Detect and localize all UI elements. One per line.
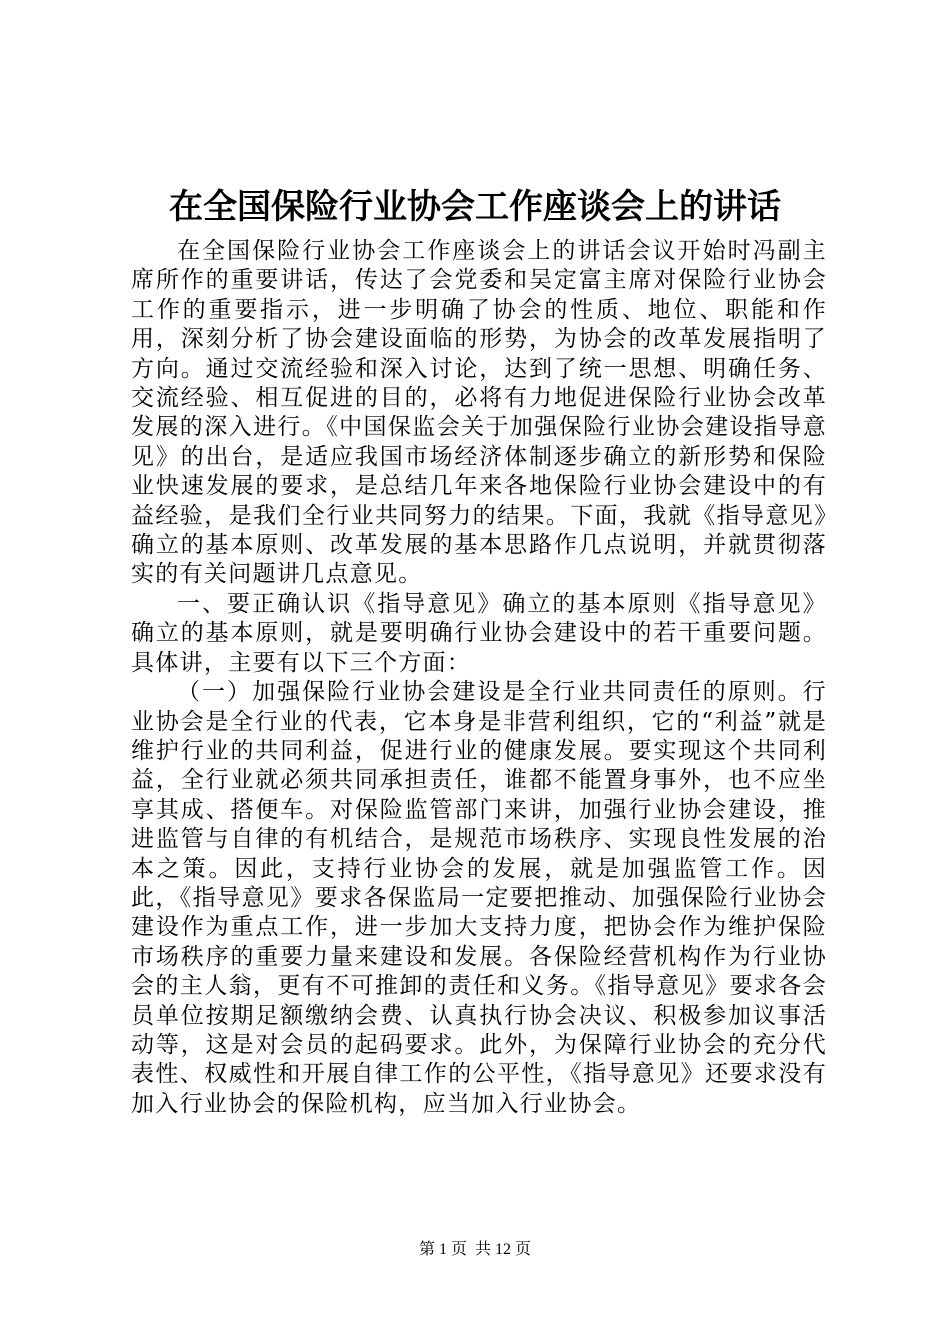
page-number: 第 1 页 共 12 页 bbox=[418, 1241, 531, 1258]
paragraph-subsection-one: （一）加强保险行业协会建设是全行业共同责任的原则。行业协会是全行业的代表，它本身是非营利组织，它的“利益”就是维护行业的共同利益，促进行业的健康发展。要实现这个共同利益，全行业就必须共同承担责任，谁都不能置身事外，也不应坐享其成、搭便车。对保险监管部门来讲，加强行业协会建设，推进监管与自律的有机结合，是规范市场秩序、实现良性发展的治本之策。因此，支持行业协会的发展，就是加强监管工作。因此，《指导意见》要求各保监局一定要把推动、加强保险行业协会建设作为重点工作，进一步加大支持力度，把协会作为维护保险市场秩序的重要力量来建设和发展。各保险经营机构作为行业协会的主人翁，更有不可推卸的责任和义务。《指导意见》要求各会员单位按期足额缴纳会费、认真执行协会决议、积极参加议事活动等，这是对会员的起码要求。此外，为保障行业协会的充分代表性、权威性和开展自律工作的公平性，《指导意见》还要求没有加入行业协会的保险机构，应当加入行业协会。 bbox=[131, 679, 827, 1117]
paragraph-section-one: 一、要正确认识《指导意见》确立的基本原则《指导意见》确立的基本原则，就是要明确行业协会建设中的若干重要问题。具体讲，主要有以下三个方面： bbox=[131, 590, 827, 676]
document-title: 在全国保险行业协会工作座谈会上的讲话 bbox=[169, 187, 781, 227]
document-body bbox=[131, 237, 827, 1119]
page-footer bbox=[0, 1240, 950, 1260]
paragraph-intro: 在全国保险行业协会工作座谈会上的讲话会议开始时冯副主席所作的重要讲话，传达了会党委和吴定富主席对保险行业协会工作的重要指示，进一步明确了协会的性质、地位、职能和作用，深刻分析了协会建设面临的形势，为协会的改革发展指明了方向。通过交流经验和深入讨论，达到了统一思想、明确任务、交流经验、相互促进的目的，必将有力地促进保险行业协会改革发展的深入进行。《中国保监会关于加强保险行业协会建设指导意见》的出台，是适应我国市场经济体制逐步确立的新形势和保险业快速发展的要求，是总结几年来各地保险行业协会建设中的有益经验，是我们全行业共同努力的结果。下面，我就《指导意见》确立的基本原则、改革发展的基本思路作几点说明，并就贯彻落实的有关问题讲几点意见。 bbox=[131, 238, 827, 588]
